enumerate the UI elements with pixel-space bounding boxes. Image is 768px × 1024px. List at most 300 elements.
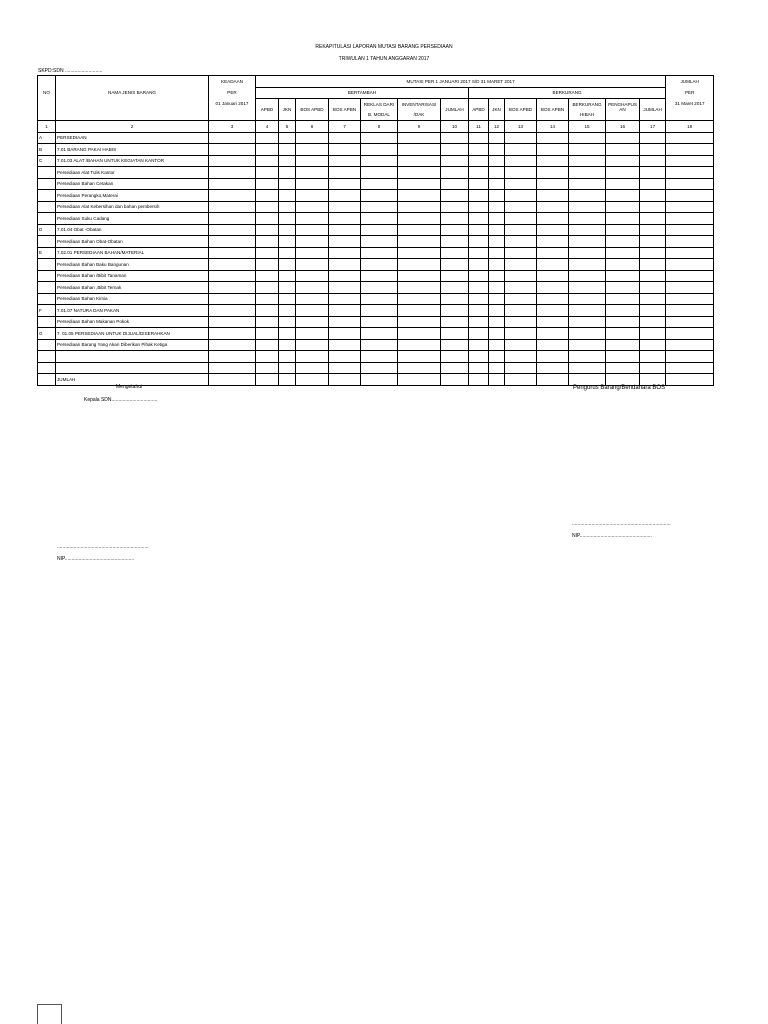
row-cell (209, 362, 256, 374)
row-cell (279, 362, 296, 374)
row-cell (505, 374, 537, 386)
row-cell (361, 293, 398, 305)
row-no (38, 167, 56, 179)
row-cell (329, 224, 361, 236)
row-cell (361, 132, 398, 144)
row-cell (441, 282, 469, 294)
row-cell (606, 270, 640, 282)
left-nip-label: NIP.................................................. (57, 556, 135, 562)
row-cell (441, 293, 469, 305)
row-cell (256, 362, 279, 374)
row-cell (606, 328, 640, 340)
column-number: 15 (569, 121, 606, 133)
row-item-name: 7.01.03 ALAT /BAHAN UNTUK KEGIATAN KANTOR (56, 155, 209, 167)
row-cell (296, 190, 329, 202)
row-cell (666, 236, 714, 248)
row-cell (569, 144, 606, 156)
row-cell (329, 374, 361, 386)
row-cell (505, 282, 537, 294)
row-item-name: 7. 01.05 PERSEDIAAN UNTUK DIJUAL/DISERAHKAN (56, 328, 209, 340)
row-cell (296, 351, 329, 363)
row-cell (256, 305, 279, 317)
row-cell (640, 190, 666, 202)
table-row (38, 305, 714, 317)
header-reklas-label: B. MODAL (361, 110, 398, 121)
row-cell (469, 362, 489, 374)
row-cell (469, 144, 489, 156)
row-cell (666, 201, 714, 213)
row-cell (666, 316, 714, 328)
header-bos-apbd-k-label: BOS APBD (505, 105, 537, 116)
table-row (38, 178, 714, 190)
row-cell (209, 132, 256, 144)
row-cell (569, 362, 606, 374)
row-cell (256, 201, 279, 213)
row-cell (569, 190, 606, 202)
kepala-sdn-label: Kepala SDN................................. (84, 397, 158, 403)
table-row (38, 201, 714, 213)
column-number: 11 (469, 121, 489, 133)
row-cell (256, 167, 279, 179)
row-cell (537, 224, 569, 236)
row-cell (296, 270, 329, 282)
row-cell (256, 236, 279, 248)
row-cell (666, 144, 714, 156)
row-cell (398, 213, 441, 225)
row-cell (569, 270, 606, 282)
row-cell (469, 224, 489, 236)
header-mutasi: MUTASI PER 1 JANUARI 2017 S/D 31 MARET 2017 (256, 76, 666, 88)
row-cell (537, 132, 569, 144)
header-no-mid (38, 99, 56, 110)
row-cell (489, 305, 505, 317)
row-cell (537, 339, 569, 351)
mutation-table (37, 75, 714, 386)
row-cell (606, 224, 640, 236)
row-item-name: Persediaan Bahan Makanan Pokok (56, 316, 209, 328)
header-jumlah-per: PER (666, 87, 714, 99)
row-cell (398, 362, 441, 374)
row-cell (469, 190, 489, 202)
row-cell (640, 178, 666, 190)
row-cell (441, 155, 469, 167)
header-nama-top (56, 76, 209, 88)
row-cell (666, 213, 714, 225)
row-item-name: 7.01 BARANG PAKAI HABIS (56, 144, 209, 156)
row-cell (441, 132, 469, 144)
table-row (38, 190, 714, 202)
row-cell (441, 374, 469, 386)
row-cell (329, 132, 361, 144)
column-number: 18 (666, 121, 714, 133)
row-cell (505, 247, 537, 259)
row-cell (329, 282, 361, 294)
row-cell (398, 236, 441, 248)
row-cell (441, 339, 469, 351)
header-nama-bottom (56, 110, 209, 121)
row-cell (505, 270, 537, 282)
row-cell (640, 316, 666, 328)
row-cell (441, 190, 469, 202)
header-jkn-k-label: JKN (489, 105, 505, 116)
column-number: 1 (38, 121, 56, 133)
row-cell (666, 362, 714, 374)
column-number: 14 (537, 121, 569, 133)
row-cell (398, 282, 441, 294)
header-berkurang-hibah: BERKURANG (569, 99, 606, 110)
header-inventarisasi: INVENTARISASI (398, 99, 441, 110)
row-item-name: PERSEDIAAN (56, 132, 209, 144)
row-cell (640, 144, 666, 156)
row-cell (398, 328, 441, 340)
row-cell (256, 213, 279, 225)
row-cell (398, 190, 441, 202)
row-cell (666, 247, 714, 259)
row-cell (279, 144, 296, 156)
row-cell (361, 178, 398, 190)
row-cell (209, 178, 256, 190)
row-cell (256, 374, 279, 386)
row-cell (361, 247, 398, 259)
header-bos-apbn-label: BOS APBN (329, 105, 361, 116)
mengetahui-label: Mengetahui (116, 384, 143, 390)
row-cell (329, 236, 361, 248)
row-cell (569, 167, 606, 179)
column-number: 6 (296, 121, 329, 133)
row-cell (279, 293, 296, 305)
header-nama-mid (56, 99, 209, 110)
row-cell (537, 362, 569, 374)
header-penghapusan: PENGHAPUS (606, 99, 640, 110)
row-cell (329, 167, 361, 179)
row-cell (569, 236, 606, 248)
row-cell (606, 236, 640, 248)
row-no (38, 362, 56, 374)
row-cell (361, 282, 398, 294)
row-cell (569, 155, 606, 167)
row-cell (296, 282, 329, 294)
row-cell (666, 293, 714, 305)
row-cell (279, 132, 296, 144)
row-cell (209, 213, 256, 225)
header-jumlah-k-label: JUMLAH (640, 105, 666, 116)
row-no (38, 316, 56, 328)
row-cell (441, 259, 469, 271)
row-item-name: Persediaan Barang Yang Akan Diberikan Pihak Ketiga (56, 339, 209, 351)
row-cell (209, 293, 256, 305)
row-cell (666, 282, 714, 294)
row-cell (640, 328, 666, 340)
row-cell (256, 178, 279, 190)
row-cell (279, 213, 296, 225)
row-cell (489, 201, 505, 213)
row-cell (209, 305, 256, 317)
row-cell (441, 224, 469, 236)
row-cell (469, 155, 489, 167)
row-cell (489, 178, 505, 190)
row-cell (666, 351, 714, 363)
row-cell (489, 293, 505, 305)
table-row (38, 155, 714, 167)
row-cell (505, 167, 537, 179)
header-bos-apbn-k-label: BOS APBN (537, 105, 569, 116)
row-cell (505, 316, 537, 328)
row-cell (296, 374, 329, 386)
row-cell (398, 224, 441, 236)
row-cell (469, 305, 489, 317)
skpd-label: SKPD:SDN ........................... (38, 68, 103, 74)
row-cell (361, 305, 398, 317)
row-cell (361, 362, 398, 374)
row-cell (296, 305, 329, 317)
row-cell (505, 213, 537, 225)
row-cell (569, 351, 606, 363)
row-cell (398, 144, 441, 156)
table-row (38, 362, 714, 374)
table-row (38, 339, 714, 351)
header-jumlah-label: JUMLAH (441, 105, 469, 116)
row-cell (469, 282, 489, 294)
table-row (38, 132, 714, 144)
left-signature-line: .................................................................. (57, 544, 149, 550)
column-number: 9 (398, 121, 441, 133)
row-no (38, 351, 56, 363)
right-nip-label: NIP.................................................... (572, 533, 652, 539)
row-cell (640, 270, 666, 282)
header-row-1 (38, 76, 714, 88)
row-cell (489, 190, 505, 202)
row-item-name: JUMLAH (56, 374, 209, 386)
row-cell (569, 316, 606, 328)
row-cell (361, 374, 398, 386)
row-cell (329, 190, 361, 202)
row-cell (296, 144, 329, 156)
row-cell (640, 293, 666, 305)
row-cell (279, 282, 296, 294)
row-no: E (38, 247, 56, 259)
row-cell (329, 362, 361, 374)
row-cell (666, 224, 714, 236)
row-cell (505, 178, 537, 190)
row-cell (469, 328, 489, 340)
row-no (38, 374, 56, 386)
row-cell (569, 339, 606, 351)
row-cell (569, 213, 606, 225)
row-no (38, 270, 56, 282)
row-cell (569, 282, 606, 294)
row-item-name: Persediaan Bahan ,Bibit Ternak (56, 282, 209, 294)
row-cell (441, 144, 469, 156)
row-cell (441, 362, 469, 374)
row-cell (329, 339, 361, 351)
header-apbd-k-label: APBD (469, 105, 489, 116)
row-item-name: 7.01.07 NATURA DAN PAKAN (56, 305, 209, 317)
header-reklas: REKLAS DARI (361, 99, 398, 110)
header-jumlah-akhir-bottom (666, 110, 714, 121)
row-cell (666, 190, 714, 202)
row-cell (569, 305, 606, 317)
column-number: 17 (640, 121, 666, 133)
row-cell (441, 316, 469, 328)
row-cell (640, 167, 666, 179)
row-cell (489, 213, 505, 225)
header-bos-apbd-label: BOS APBD (296, 105, 329, 116)
row-cell (606, 305, 640, 317)
row-cell (209, 201, 256, 213)
row-cell (256, 316, 279, 328)
row-no: B (38, 144, 56, 156)
row-cell (398, 293, 441, 305)
row-cell (329, 351, 361, 363)
row-cell (361, 259, 398, 271)
row-cell (279, 236, 296, 248)
row-cell (569, 247, 606, 259)
header-keadaan-date: 01 Januari 2017 (209, 99, 256, 110)
header-apbd-label: APBD (256, 105, 279, 116)
header-no-bottom (38, 110, 56, 121)
row-cell (256, 328, 279, 340)
row-cell (666, 328, 714, 340)
table-row (38, 213, 714, 225)
row-cell (569, 374, 606, 386)
row-cell (296, 259, 329, 271)
row-cell (329, 316, 361, 328)
row-cell (279, 259, 296, 271)
column-number: 7 (329, 121, 361, 133)
row-cell (505, 362, 537, 374)
row-no (38, 236, 56, 248)
row-item-name: 7.01.04 Obat -Obatan (56, 224, 209, 236)
row-cell (256, 293, 279, 305)
row-cell (329, 155, 361, 167)
table-row (38, 351, 714, 363)
table-row (38, 144, 714, 156)
header-jumlah-akhir: JUMLAH (666, 76, 714, 88)
row-cell (256, 339, 279, 351)
row-cell (666, 178, 714, 190)
row-cell (209, 167, 256, 179)
header-no: NO (38, 87, 56, 99)
row-cell (329, 293, 361, 305)
row-cell (361, 224, 398, 236)
row-cell (361, 270, 398, 282)
row-cell (537, 328, 569, 340)
row-cell (489, 374, 505, 386)
header-keadaan-bottom (209, 110, 256, 121)
row-cell (361, 201, 398, 213)
row-cell (398, 132, 441, 144)
column-number: 4 (256, 121, 279, 133)
row-cell (505, 201, 537, 213)
row-cell (489, 167, 505, 179)
row-cell (489, 351, 505, 363)
row-cell (441, 247, 469, 259)
row-cell (489, 270, 505, 282)
row-cell (505, 351, 537, 363)
row-cell (606, 282, 640, 294)
row-cell (569, 328, 606, 340)
row-item-name (56, 351, 209, 363)
row-cell (329, 213, 361, 225)
row-cell (640, 374, 666, 386)
row-cell (441, 351, 469, 363)
table-row (38, 247, 714, 259)
row-cell (640, 213, 666, 225)
row-cell (209, 144, 256, 156)
row-cell (296, 293, 329, 305)
row-cell (329, 247, 361, 259)
row-cell (256, 155, 279, 167)
page-box (37, 1004, 62, 1024)
column-number: 16 (606, 121, 640, 133)
row-cell (279, 167, 296, 179)
row-no (38, 339, 56, 351)
row-cell (537, 190, 569, 202)
row-item-name: Persediaan Bahan Cetakan (56, 178, 209, 190)
row-cell (489, 144, 505, 156)
row-cell (537, 282, 569, 294)
column-number: 10 (441, 121, 469, 133)
row-cell (256, 282, 279, 294)
row-cell (209, 236, 256, 248)
row-cell (469, 178, 489, 190)
row-cell (469, 247, 489, 259)
row-cell (296, 132, 329, 144)
row-cell (606, 213, 640, 225)
row-cell (537, 293, 569, 305)
table-row (38, 282, 714, 294)
row-cell (398, 316, 441, 328)
header-nama: NAMA JENIS BARANG (56, 87, 209, 99)
header-berkurang: BERKURANG (469, 87, 666, 99)
row-cell (296, 167, 329, 179)
row-cell (640, 339, 666, 351)
row-cell (296, 362, 329, 374)
row-cell (361, 213, 398, 225)
header-keadaan-per: PER (209, 87, 256, 99)
row-item-name: 7.02.01 PERSEDIAAN BAHAN/MATERIAL (56, 247, 209, 259)
row-cell (489, 132, 505, 144)
header-hibah-label: HIBAH (569, 110, 606, 121)
row-cell (569, 178, 606, 190)
row-no (38, 178, 56, 190)
row-cell (537, 305, 569, 317)
row-cell (441, 178, 469, 190)
header-penghapusan-label: AN (606, 105, 640, 116)
row-cell (606, 132, 640, 144)
row-cell (640, 155, 666, 167)
row-cell (537, 236, 569, 248)
row-cell (537, 155, 569, 167)
row-cell (296, 155, 329, 167)
row-cell (398, 305, 441, 317)
row-cell (279, 190, 296, 202)
row-cell (640, 305, 666, 317)
row-cell (256, 270, 279, 282)
column-number: 5 (279, 121, 296, 133)
table-row (38, 167, 714, 179)
row-cell (666, 339, 714, 351)
row-cell (361, 167, 398, 179)
column-number-row (38, 121, 714, 133)
row-cell (537, 270, 569, 282)
row-cell (209, 270, 256, 282)
row-cell (640, 351, 666, 363)
row-item-name: Persediaan Alat Tulis Kantor (56, 167, 209, 179)
row-cell (441, 201, 469, 213)
row-cell (441, 328, 469, 340)
row-cell (489, 328, 505, 340)
